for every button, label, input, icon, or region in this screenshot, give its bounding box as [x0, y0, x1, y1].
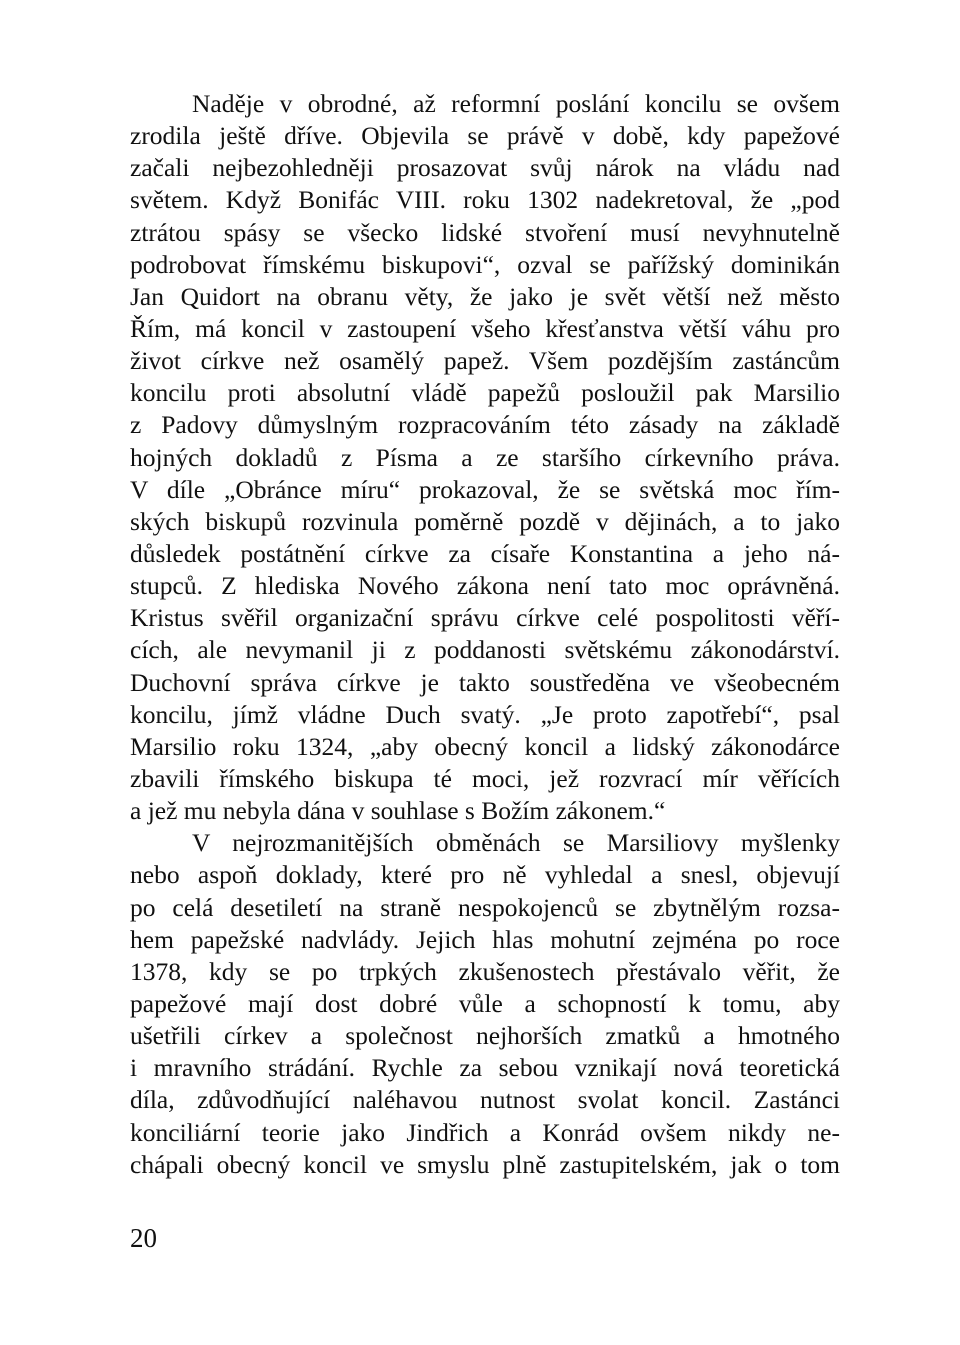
text-line: i mravního strádání. Rychle za sebou vznikají nová teoretická	[130, 1053, 840, 1083]
text-line: koncilu, jímž vládne Duch svatý. „Je proto zapotřebí“, psal	[130, 699, 840, 729]
text-line: Řím, má koncil v zastoupení všeho křesťanstva větší váhu pro	[130, 313, 840, 343]
text-line: po celá desetiletí na straně nespokojenců se zbytnělým rozsa-	[130, 892, 840, 922]
text-line: zbavili římského biskupa té moci, jež rozvrací mír věřících	[130, 763, 840, 793]
text-line: 1378, kdy se po trpkých zkušenostech přestávalo věřit, že	[130, 956, 840, 986]
paragraph-2	[130, 827, 840, 1181]
text-line: V díle „Obránce míru“ prokazoval, že se světská moc řím-	[130, 474, 840, 504]
text-line: z Padovy důmyslným rozpracováním této zásady na základě	[130, 410, 840, 440]
text-line: koncilu proti absolutní vládě papežů posloužil pak Marsilio	[130, 378, 840, 408]
text-line: život církve než osamělý papež. Všem pozdějším zastáncům	[130, 346, 840, 376]
text-line: podrobovat římskému biskupovi“, ozval se pařížský dominikán	[130, 249, 840, 279]
text-line: díla, zdůvodňující naléhavou nutnost svolat koncil. Zastánci	[130, 1085, 840, 1115]
text-line: světem. Když Bonifác VIII. roku 1302 nadekretoval, že „pod	[130, 185, 840, 215]
text-line: nebo aspoň doklady, které pro ně vyhledal a snesl, objevují	[130, 860, 840, 890]
text-line: ztrátou spásy se všecko lidské stvoření musí nevyhnutelně	[130, 217, 840, 247]
text-line: konciliární teorie jako Jindřich a Konrád ovšem nikdy ne-	[130, 1117, 840, 1147]
text-line: Jan Quidort na obranu věty, že jako je svět větší než město	[130, 281, 840, 311]
text-line: Kristus svěřil organizační správu církve celé pospolitosti věří-	[130, 603, 840, 633]
text-line: V nejrozmanitějších obměnách se Marsiliovy myšlenky	[192, 828, 840, 858]
text-line: Naděje v obrodné, až reformní poslání koncilu se ovšem	[192, 89, 840, 118]
text-line: papežové mají dost dobré vůle a schopností k tomu, aby	[130, 988, 840, 1018]
text-line: hojných dokladů z Písma a ze staršího církevního práva.	[130, 442, 840, 472]
text-line: důsledek postátnění církve za císaře Konstantina a jeho ná-	[130, 538, 840, 568]
text-line: chápali obecný koncil ve smyslu plně zastupitelském, jak o tom	[130, 1149, 840, 1179]
body-text	[130, 88, 840, 1181]
text-line: ských biskupů rozvinula poměrně pozdě v dějinách, a to jako	[130, 506, 840, 536]
text-line: ušetřili církev a společnost nejhorších zmatků a hmotného	[130, 1021, 840, 1051]
text-line: cích, ale nevymanil ji z poddanosti světskému zákonodárství.	[130, 635, 840, 665]
text-line: Duchovní správa církve je takto soustředěna ve všeobecném	[130, 667, 840, 697]
page-number: 20	[130, 1223, 157, 1253]
text-line: zrodila ještě dříve. Objevila se právě v době, kdy papežové	[130, 121, 840, 151]
text-line: stupců. Z hlediska Nového zákona není tato moc oprávněná.	[130, 571, 840, 601]
text-line: Marsilio roku 1324, „aby obecný koncil a lidský zákonodárce	[130, 731, 840, 761]
text-line: a jež mu nebyla dána v souhlase s Božím zákonem.“	[130, 796, 666, 826]
text-line: hem papežské nadvlády. Jejich hlas mohutní zejména po roce	[130, 924, 840, 954]
text-line: začali nejbezohledněji prosazovat svůj nárok na vládu nad	[130, 153, 840, 183]
paragraph-1	[130, 88, 840, 827]
